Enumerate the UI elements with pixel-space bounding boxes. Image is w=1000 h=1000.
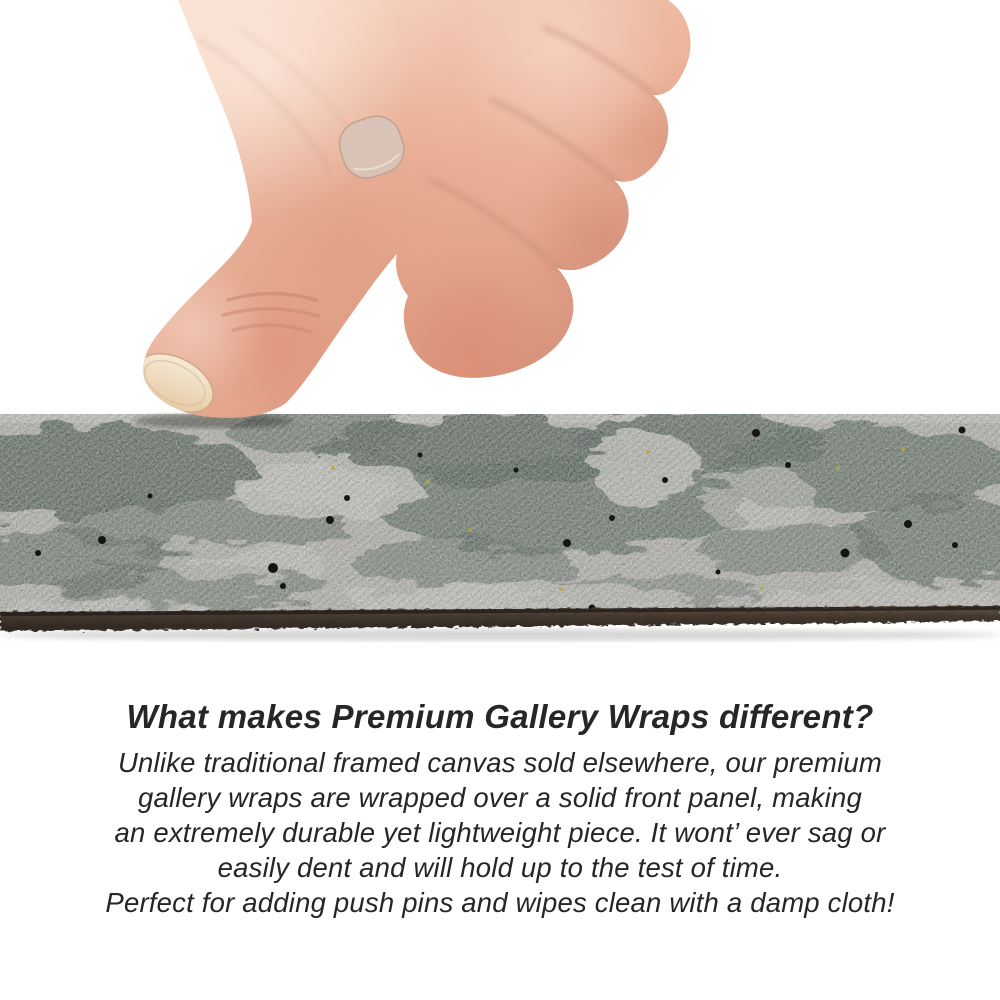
- caption-line-4: easily dent and will hold up to the test of time.: [217, 852, 783, 883]
- caption-line-3: an extremely durable yet lightweight piece. It wont’ ever sag or: [114, 817, 886, 848]
- caption-block: [0, 698, 1000, 920]
- caption-line-1: Unlike traditional framed canvas sold elsewhere, our premium: [117, 747, 882, 778]
- caption-heading: What makes Premium Gallery Wraps different?: [126, 698, 874, 735]
- canvas-bottom-edge: [0, 606, 1000, 641]
- caption-line-5: Perfect for adding push pins and wipes clean with a damp cloth!: [105, 887, 895, 918]
- canvas-drop-shadow: [0, 629, 1000, 641]
- hand-photo: [110, 0, 720, 450]
- canvas-paint-texture: [0, 410, 1000, 624]
- caption-line-2: gallery wraps are wrapped over a solid front panel, making: [138, 782, 862, 813]
- canvas-edge-photo: [0, 410, 1000, 641]
